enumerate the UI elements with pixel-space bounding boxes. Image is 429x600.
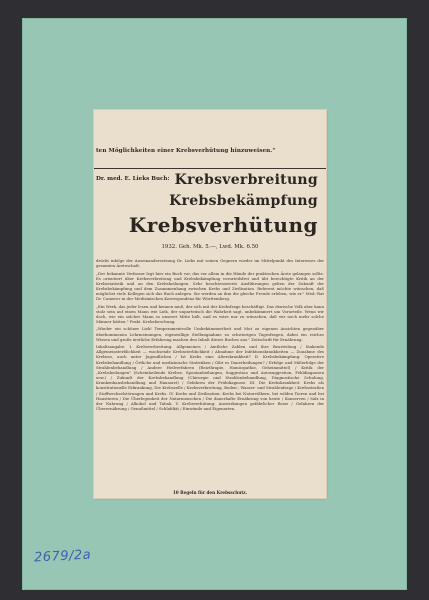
paragraph-review-3: „Wieder ein schöner Liek! Temperamentvolle Umbekümmertheit und Mut zu eigenen Ansichten gegenüber überkommenen Lehrmeinungen, eigenwillige Stellungnahme zu schwierigen Tagesfragen, dabei ein reiches Wissen und große ärztliche Erfahrung machen den Inhalt dieses Buches aus." Zeitschrift für Ernährung.	[96, 326, 324, 342]
price-line: 1932. Geh. Mk. 5.—, Lwd. Mk. 6.50	[161, 244, 259, 250]
book-title-line-3: Krebsverhütung	[128, 213, 318, 237]
clipping-headline: ten Möglichkeiten einer Krebsverhütung hinzuweisen."	[96, 148, 276, 154]
paragraph-intro: drückt infolge der Auseinandersetzung Dr. Lieks mit seinen Gegnern wieder im Mittelpunkt des Interesses der gesamten Ärzteschaft.	[96, 258, 324, 269]
handwritten-shelfmark: 2679/2a	[33, 547, 92, 566]
clipping-footer: 10 Regeln für den Krebsschutz.	[172, 490, 248, 495]
paragraph-review-1: „Der bekannte Verfasser legt hier ein Buch vor, das vor allem in die Hände der praktischen Ärzte gelangen sollte. Es orientiert über Krebsverbreitung und Krebsbekämpfung vorurteilsfrei und übt berechtigte Kritik an der Krebsstatistik und an den Krebsheilungen. Sehr beachtenswerte Ausführungen gelten der Zukunft der Krebsbekämpfung und dem Zusammenhang zwischen Krebs und Zivilisation. Referent möchte wünschen, daß möglichst viele Kollegen sich das Buch anlegen. Sie werden an ihm die gleiche Freude erleben, wie er." Med.-Rat Dr. Camerer in der Medizinischen Korrespondenz für Württemberg.	[96, 270, 324, 302]
review-text	[96, 258, 324, 413]
author-line: Dr. med. E. Lieks Buch:	[96, 176, 170, 182]
paragraph-review-2: „Ein Werk, das jeder lesen und kennen muß, der sich mit der Krebsfrage beschäftigt. Das deutsche Volk aber kann stolz sein auf einen Mann wie Liek, der unparteiisch die Wahrheit sagt, unbekümmert um Vorurteile. Wenn wir doch, wie ein solcher Mann so unserer Mitte hält, und es wäre nur zu wünschen, daß wir noch mehr solche Männer hätten." Prakt. Krebsforschung.	[96, 303, 324, 325]
paragraph-contents: Inhaltsangabe: I. Krebsverbreitung: Allgemeines / Amtliche Zahlen und ihre Beurteilung / Sinkende Allgemeinsterblichkeit — wachsende Krebssterblichkeit / Abnahme der Infektionskrankheiten — Zunahme des Krebses, auch unter Jugendlichen / Ist Krebs eine Alterskrankheit? II. Krebsbekämpfung: Operative Krebsbehandlung / Örtliche und medizinische Statistiken / Gibt es Dauerheilungen? / Erfolge und Mißerfolge der Strahlenbehandlung / Andere Heilverfahren (Reizthrapie, Homöopathie, Geheimmittel) / Kritik der „Krebsheilungen" (Scheinheilende Krebse, Spontanheilungen, Suggestion und Autosuggestion, Fehldiagnosen usw.) / Zukunft der Krebsbehandlung (Chirurgie und Strahlenbehandlung, Diagnostische Schulung, Krankenhausbehandlung und Hausarzt) / Gefahren der Frühdiagnose. III. Die Krebskrankheit: Krebs als konstitutionelle Erkrankung, Die Krebszelle / Krebsverbreitung, Boden-, Wasser- und Strahlenfrage / Krebsstraßen / Stoffwechselstörungen und Krebs. IV. Krebs und Zivilisation: Krebs bei Naturvölkern, bei wilden Tieren und bei Haustieren / Die Überlegenheit der Naturmenschen / Die dauerhafte Ernährung von heute / Konserven / Salz in der Nahrung / Alkohol und Tabak. V. Krebsverhütung: Auswirkungen gefährlicher Reize / Gefahren der Überernährung / Genußmittel / Schlafdiät / Einwände und Eigenarten.	[96, 344, 324, 411]
book-title-line-2: Krebsbekämpfung	[169, 193, 318, 209]
newspaper-clipping	[94, 110, 326, 498]
book-title-line-1: Krebsverbreitung	[174, 172, 318, 188]
divider-rule	[94, 168, 326, 169]
